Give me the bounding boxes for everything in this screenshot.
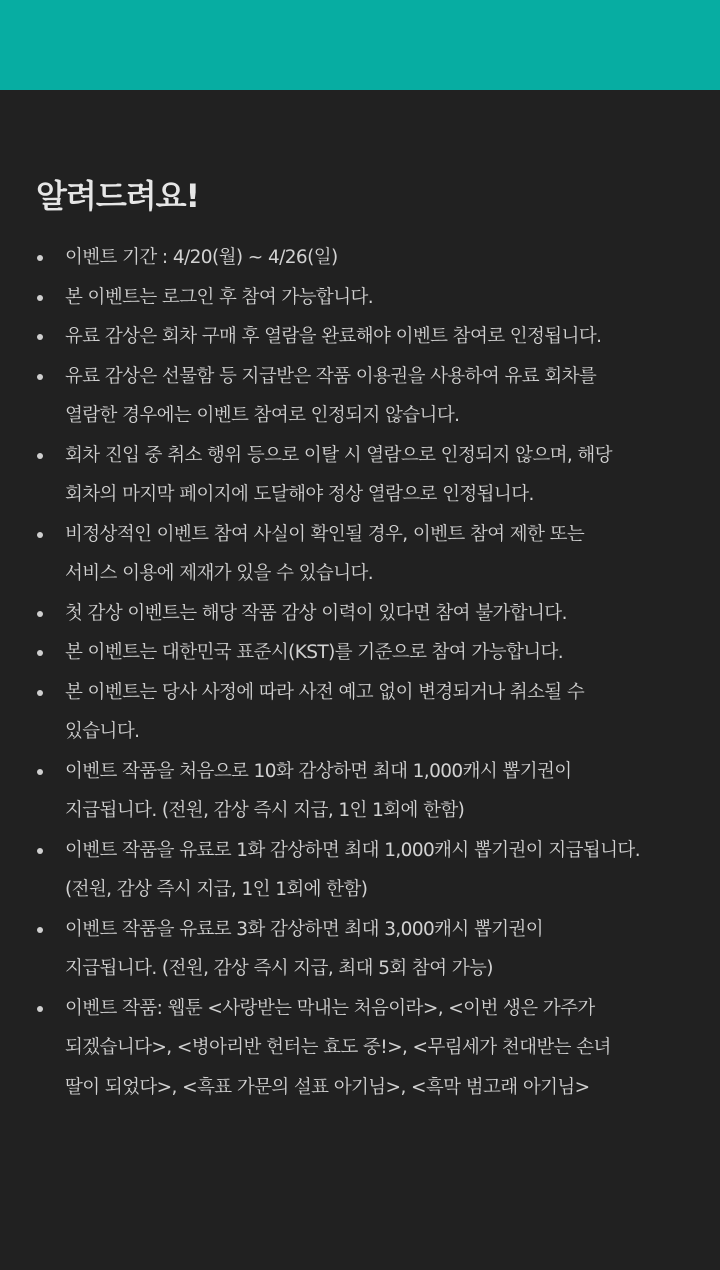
notice-item-text: 본 이벤트는 당사 사정에 따라 사전 예고 없이 변경되거나 취소될 수: [65, 681, 585, 703]
notice-item-text: 유료 감상은 선물함 등 지급받은 작품 이용권을 사용하여 유료 회차를: [65, 365, 597, 387]
notice-item-text: 회차 진입 중 취소 행위 등으로 이탈 시 열람으로 인정되지 않으며, 해당: [65, 444, 612, 466]
notice-item-text: 이벤트 작품을 유료로 3화 감상하면 최대 3,000캐시 뽑기권이: [65, 918, 544, 940]
bullet-dot-icon: [37, 453, 43, 459]
notice-item: [36, 594, 684, 634]
bullet-dot-icon: [37, 769, 43, 775]
bullet-dot-icon: [37, 690, 43, 696]
notice-item-text: 지급됩니다. (전원, 감상 즉시 지급, 1인 1회에 한함): [65, 800, 465, 821]
notice-item-text: 지급됩니다. (전원, 감상 즉시 지급, 최대 5회 참여 가능): [65, 958, 493, 979]
notice-item-text: 비정상적인 이벤트 참여 사실이 확인될 경우, 이벤트 참여 제한 또는: [65, 523, 585, 545]
bullet-dot-icon: [37, 334, 43, 340]
notice-item-text: 유료 감상은 회차 구매 후 열람을 완료해야 이벤트 참여로 인정됩니다.: [65, 326, 602, 347]
bullet-dot-icon: [37, 927, 43, 933]
notice-item-text: 있습니다.: [65, 721, 140, 742]
bullet-dot-icon: [37, 255, 43, 261]
notice-item: [36, 515, 684, 594]
notice-item: [36, 278, 684, 318]
notice-item-text: 이벤트 기간 : 4/20(월) ~ 4/26(일): [65, 247, 338, 268]
bullet-dot-icon: [37, 295, 43, 301]
notice-item-text: 서비스 이용에 제재가 있을 수 있습니다.: [65, 563, 374, 584]
notice-item: [36, 989, 684, 1108]
notice-item: [36, 436, 684, 515]
bullet-dot-icon: [37, 1006, 43, 1012]
notice-item-text: 이벤트 작품을 처음으로 10화 감상하면 최대 1,000캐시 뽑기권이: [65, 760, 572, 782]
notice-item: [36, 317, 684, 357]
notice-item-text: 되겠습니다>, <병아리반 헌터는 효도 중!>, <무림세가 천대받는 손녀: [65, 1037, 611, 1058]
bullet-dot-icon: [37, 611, 43, 617]
notice-item-text: (전원, 감상 즉시 지급, 1인 1회에 한함): [65, 879, 368, 900]
notice-list: [36, 238, 684, 1107]
notice-item-text: 본 이벤트는 대한민국 표준시(KST)를 기준으로 참여 가능합니다.: [65, 642, 564, 663]
notice-item-text: 열람한 경우에는 이벤트 참여로 인정되지 않습니다.: [65, 405, 460, 426]
notice-item-text: 이벤트 작품: 웹툰 <사랑받는 막내는 처음이라>, <이번 생은 가주가: [65, 997, 595, 1019]
notice-item: [36, 633, 684, 673]
notice-item: [36, 238, 684, 278]
notice-item-text: 딸이 되었다>, <흑표 가문의 설표 아기님>, <흑막 범고래 아기님>: [65, 1076, 590, 1098]
notice-item: [36, 831, 684, 910]
notice-item: [36, 357, 684, 436]
notice-item: [36, 910, 684, 989]
bullet-dot-icon: [37, 848, 43, 854]
notice-section: [0, 90, 720, 1107]
notice-item-text: 첫 감상 이벤트는 해당 작품 감상 이력이 있다면 참여 불가합니다.: [65, 602, 567, 624]
notice-item-text: 본 이벤트는 로그인 후 참여 가능합니다.: [65, 286, 374, 308]
top-banner: [0, 0, 720, 90]
notice-title: 알려드려요!: [36, 177, 200, 215]
notice-item-text: 회차의 마지막 페이지에 도달해야 정상 열람으로 인정됩니다.: [65, 484, 534, 505]
notice-item: [36, 752, 684, 831]
notice-item-text: 이벤트 작품을 유료로 1화 감상하면 최대 1,000캐시 뽑기권이 지급됩니다.: [65, 839, 640, 861]
bullet-dot-icon: [37, 532, 43, 538]
bullet-dot-icon: [37, 650, 43, 656]
bullet-dot-icon: [37, 374, 43, 380]
notice-item: [36, 673, 684, 752]
